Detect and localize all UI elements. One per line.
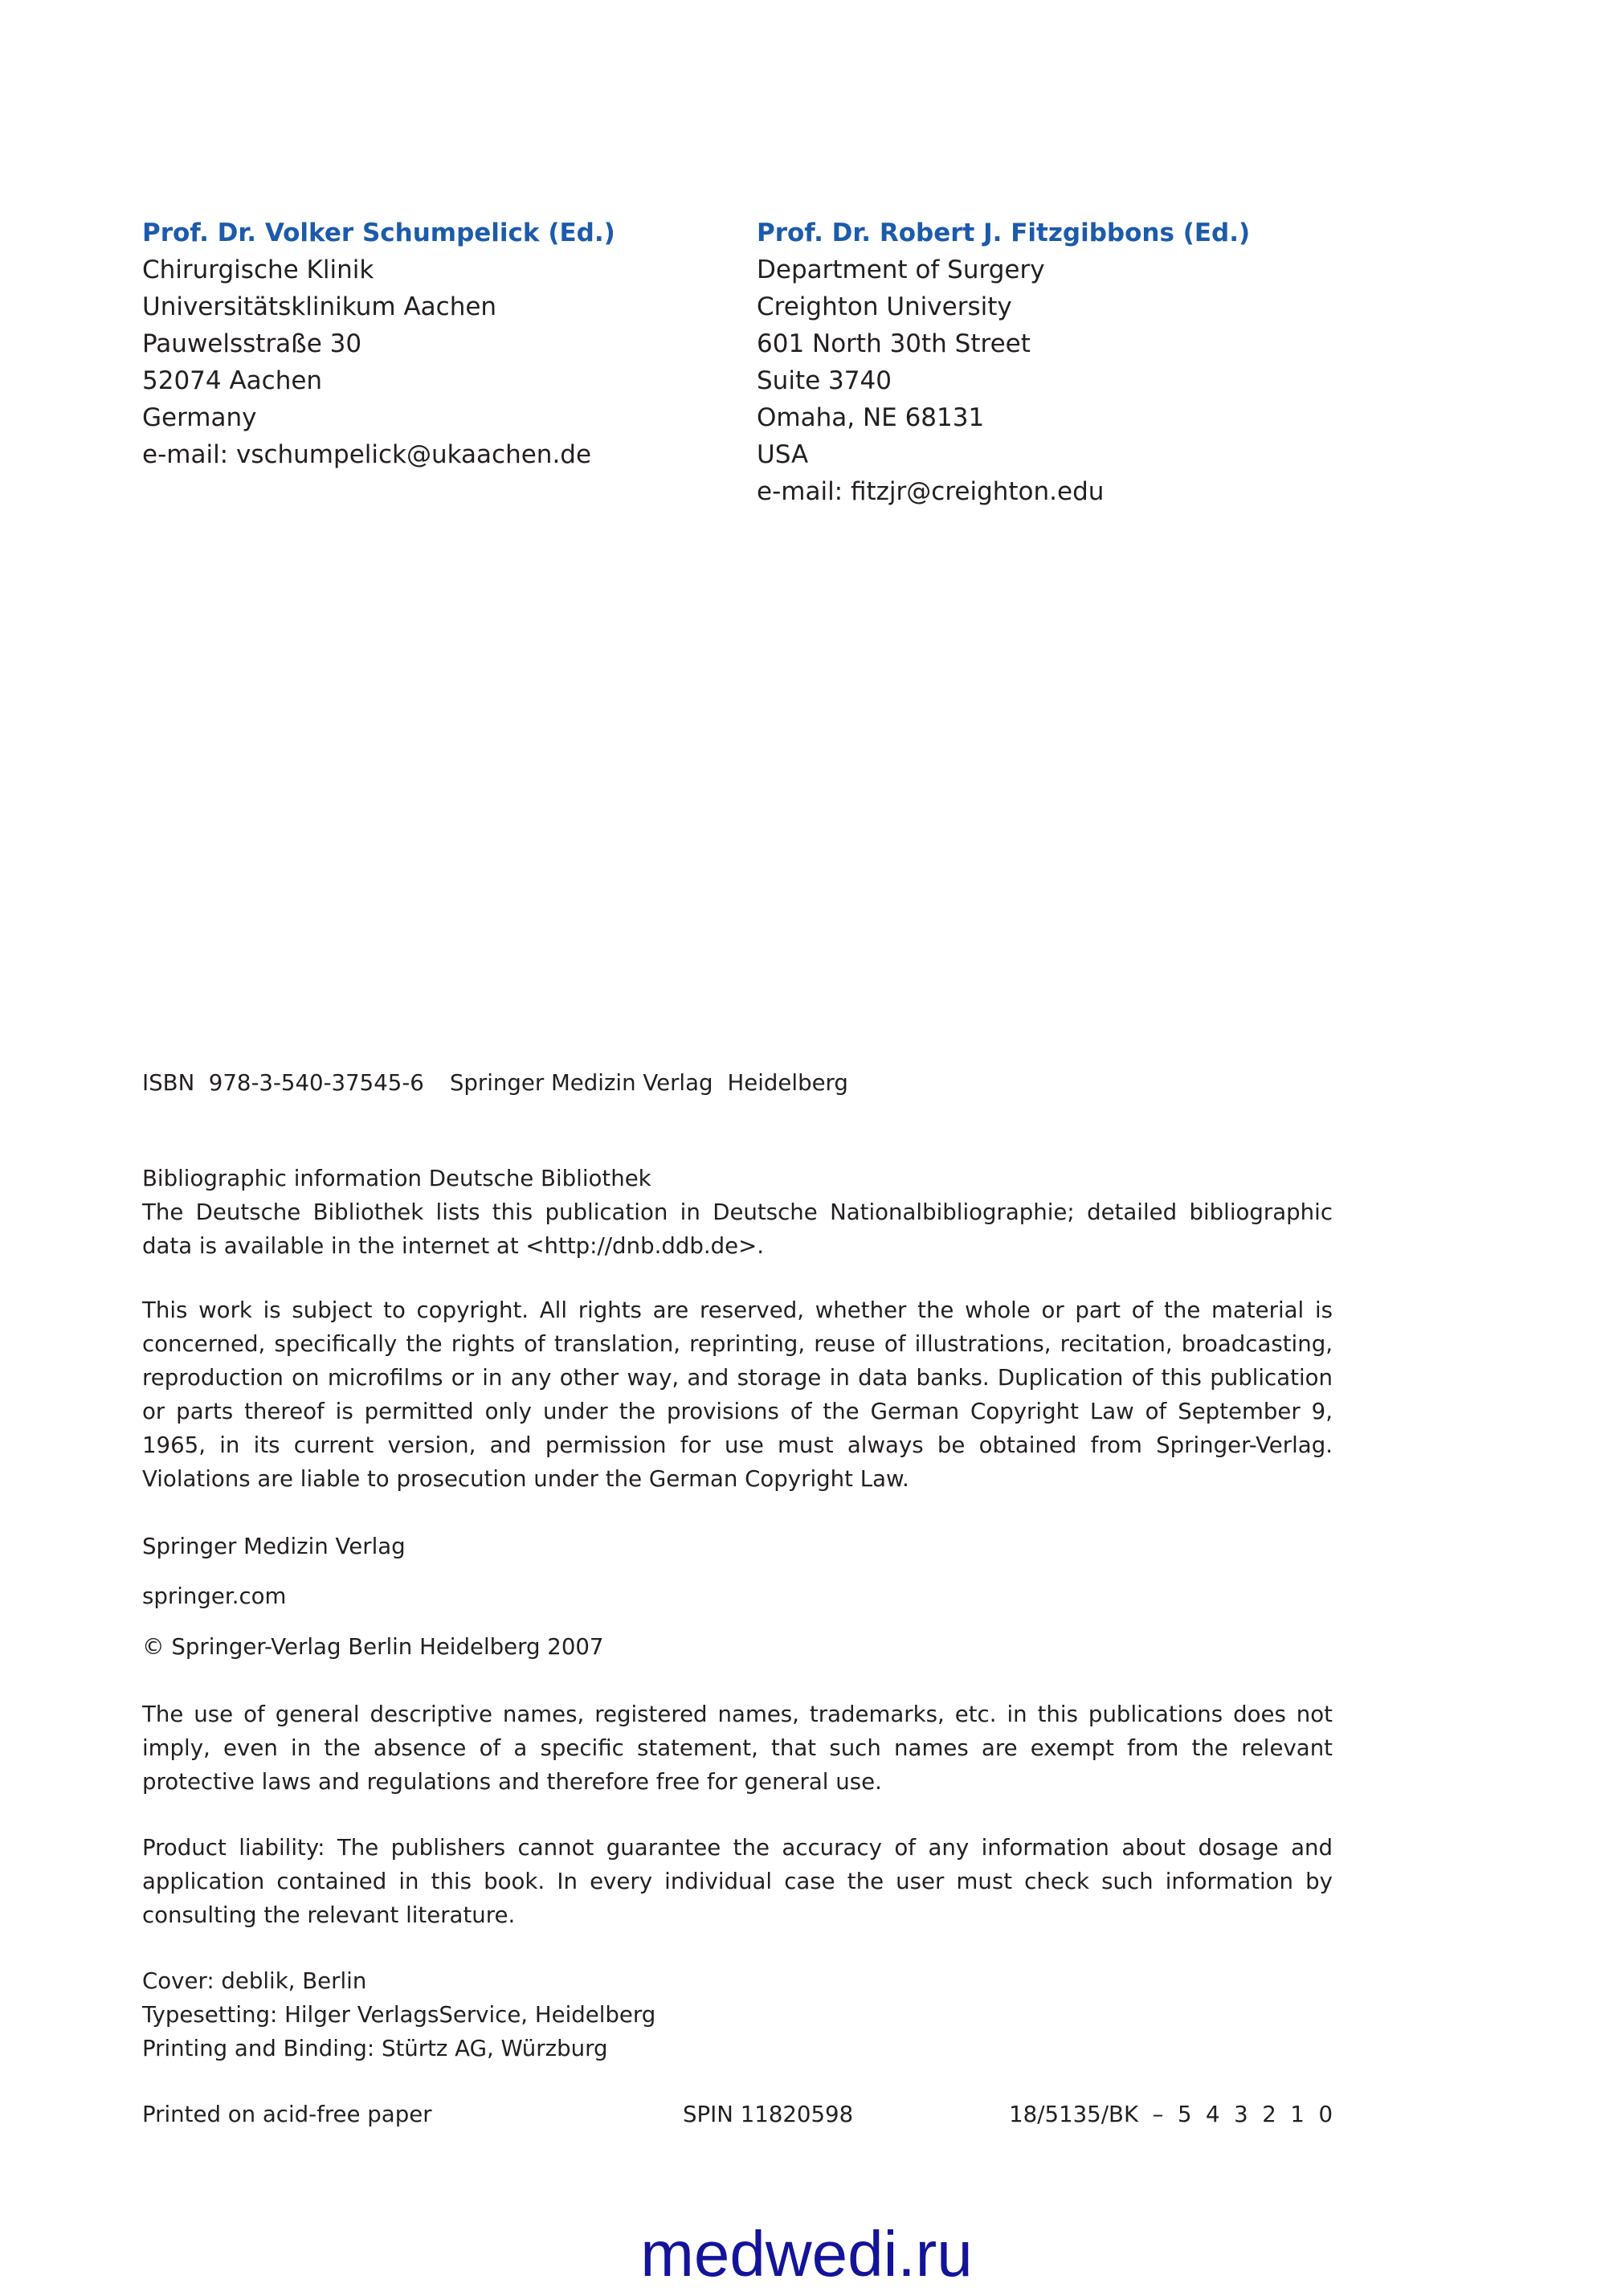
watermark-text: medwedi.ru xyxy=(640,2218,973,2290)
editor-address-line: 601 North 30th Street xyxy=(757,329,1031,358)
editor-address-line: Universitätsklinikum Aachen xyxy=(142,292,497,321)
copyright-notice: © Springer-Verlag Berlin Heidelberg 2007 xyxy=(142,1633,604,1660)
editor-address-line: USA xyxy=(757,440,809,469)
editor-address-line: Omaha, NE 68131 xyxy=(757,403,985,432)
credit-cover: Cover: deblik, Berlin xyxy=(142,1967,367,1994)
editor-block-schumpelick xyxy=(142,214,721,473)
isbn-publisher: Springer Medizin Verlag xyxy=(449,1069,713,1096)
paper-note: Printed on acid-free paper xyxy=(142,2101,432,2127)
publisher-website: springer.com xyxy=(142,1583,287,1609)
bibliographic-information xyxy=(142,1162,1333,1263)
editor-name: Prof. Dr. Robert J. Fitzgibbons (Ed.) xyxy=(757,219,1251,247)
editor-email: e-mail: vschumpelick@ukaachen.de xyxy=(142,440,592,469)
editor-name: Prof. Dr. Volker Schumpelick (Ed.) xyxy=(142,219,615,247)
editor-address-line: Creighton University xyxy=(757,292,1012,321)
spin-number: SPIN 11820598 xyxy=(683,2101,854,2127)
editor-block-fitzgibbons xyxy=(757,214,1367,510)
isbn-line xyxy=(142,1066,1333,1100)
editor-address-line: Germany xyxy=(142,403,257,432)
copyright-paragraph: This work is subject to copyright. All rights are reserved, whether the whole or part of the material is concerned, specifically the rights of translation, reprinting, reuse of illustrations, recitation, broadcasting, reproduction on microfilms or in any other way, and storage in data banks. Duplication of this publication or parts thereof is permitted only under the provisions of the German Copyright Law of September 9, 1965, in its current version, and permission for use must always be obtained from Springer-Verlag. Violations are liable to prosecution under the German Copyright Law. xyxy=(142,1297,1333,1492)
trademark-paragraph: The use of general descriptive names, registered names, trademarks, etc. in this publications does not imply, even in the absence of a specific statement, that such names are exempt from the relevant protective laws and regulations and therefore free for general use. xyxy=(142,1701,1333,1795)
editor-address-line: Pauwelsstraße 30 xyxy=(142,329,362,358)
production-credits xyxy=(142,1964,1333,2065)
credit-typesetting: Typesetting: Hilger VerlagsService, Heidelberg xyxy=(142,2001,656,2028)
imprint-footer xyxy=(142,2098,1333,2131)
isbn-label: ISBN xyxy=(142,1069,195,1096)
print-code: 18/5135/BK – 5 4 3 2 1 0 xyxy=(1009,2101,1333,2127)
editor-email: e-mail: fitzjr@creighton.edu xyxy=(757,477,1105,506)
publisher-name: Springer Medizin Verlag xyxy=(142,1533,406,1559)
bibliographic-text: The Deutsche Bibliothek lists this publication in Deutsche Nationalbibliographie; detailed bibliographic data is available in the internet at <http://dnb.ddb.de>. xyxy=(142,1199,1333,1259)
bibliographic-heading: Bibliographic information Deutsche Bibliothek xyxy=(142,1165,651,1191)
editor-address-line: Department of Surgery xyxy=(757,255,1045,284)
editor-address-line: 52074 Aachen xyxy=(142,366,323,395)
liability-paragraph: Product liability: The publishers cannot guarantee the accuracy of any information about dosage and application contained in this book. In every individual case the user must check such information by consulting the relevant literature. xyxy=(142,1834,1333,1928)
editor-address-line: Suite 3740 xyxy=(757,366,892,395)
isbn-number: 978-3-540-37545-6 xyxy=(208,1069,424,1096)
credit-printing: Printing and Binding: Stürtz AG, Würzburg xyxy=(142,2035,608,2061)
isbn-place: Heidelberg xyxy=(727,1069,848,1096)
editor-address-line: Chirurgische Klinik xyxy=(142,255,374,284)
